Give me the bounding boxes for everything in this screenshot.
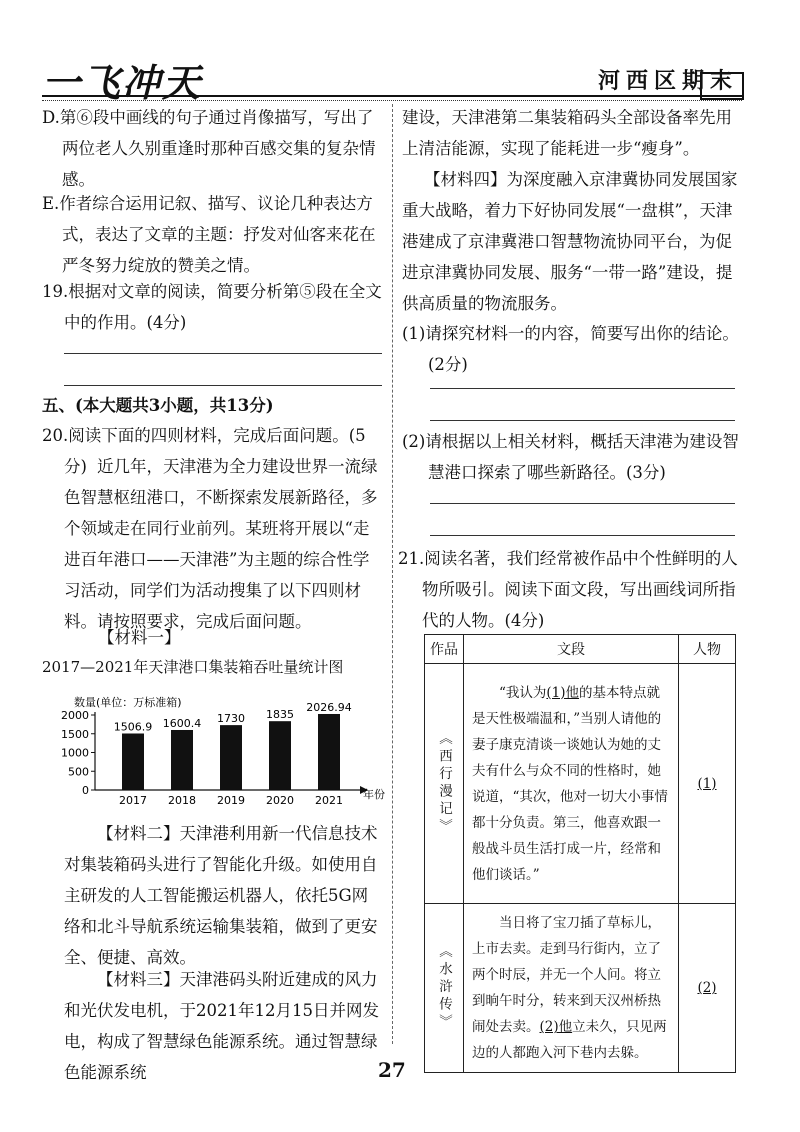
- subquestion-1: (1)请探究材料一的内容，简要写出你的结论。(2分): [402, 324, 739, 374]
- works-table: [424, 634, 736, 1073]
- material-one-label: 【材料一】: [98, 628, 181, 647]
- answer-line[interactable]: [430, 388, 735, 389]
- bar-value-label: 1506.9: [113, 720, 153, 734]
- answer-line[interactable]: [430, 503, 735, 504]
- underlined-reference: (2)他: [539, 1019, 573, 1035]
- column-divider: [392, 104, 393, 1044]
- bar-value-label: 1600.4: [162, 716, 202, 730]
- x-tick-label: 2019: [217, 794, 245, 807]
- table-row: [425, 904, 736, 1073]
- subquestion-2: (2)请根据以上相关材料，概括天津港为建设智慧港口探索了哪些新路径。(3分): [402, 432, 739, 482]
- material-three: 【材料三】天津港码头附近建成的风力和光伏发电机，于2021年12月15日并网发电，构成了智慧绿色能源系统。通过智慧绿色能源系统: [64, 970, 379, 1082]
- bar-2018: [171, 730, 193, 790]
- q20-intro: 近几年，天津港为全力建设世界一流绿色智慧枢纽港口，不断探索发展新路径，多个领域走在同行业前列。某班将开展以“走进百年港口——天津港”为主题的综合性学习活动，同学们为活动搜集了以下四则材料。请按照要求，完成后面问题。: [64, 457, 378, 631]
- passage-cell: [464, 664, 679, 904]
- brand-title: 一飞冲天: [42, 61, 203, 105]
- question-21: 21.阅读名著，我们经常被作品中个性鲜明的人物所吸引。阅读下面文段，写出画线词所指代的人物。(4分): [398, 549, 738, 630]
- header-rule-dotted: [42, 100, 742, 101]
- answer-line[interactable]: [430, 420, 735, 421]
- answer-line[interactable]: [430, 535, 735, 536]
- exam-label: 河西区期末: [598, 68, 739, 94]
- question-20: 20.阅读下面的四则材料，完成后面问题。(5分): [42, 426, 366, 476]
- bar-2020: [269, 721, 291, 790]
- work-title: 《水浒传》: [436, 944, 452, 1032]
- x-tick-label: 2020: [266, 794, 294, 807]
- table-header-passage: 文段: [464, 635, 679, 664]
- chart-ylabel: 数量(单位：万标准箱): [74, 696, 182, 709]
- bar-value-label: 1835: [266, 708, 294, 722]
- bar-value-label: 2026.94: [306, 700, 352, 714]
- section-five-heading: 五、(本大题共3小题，共13分): [42, 396, 274, 415]
- passage-text: 的基本特点就是天性极端温和，”当别人请他的妻子康克清谈一谈她认为她的丈夫有什么与众不同的性格时，她说道，“其次，他对一切大小事情都十分负责。第三，他喜欢跟一般战斗员生活打成一片，经常和他们谈话。”: [472, 684, 668, 883]
- y-tick-label: 1000: [61, 746, 89, 760]
- chart-svg: [40, 682, 390, 812]
- material-four: 【材料四】为深度融入京津冀协同发展国家重大战略，着力下好协同发展“一盘棋”，天津港建成了京津冀港口智慧物流协同平台，为促进京津冀协同发展、服务“一带一路”建设，提供高质量的物流服务。: [402, 170, 738, 313]
- page-number: 27: [378, 1058, 406, 1082]
- passage-text: 当日将了宝刀插了草标儿，上市去卖。走到马行街内，立了两个时辰，并无一个人问。将立到晌午时分，转来到天汉州桥热闹处去卖。: [472, 915, 661, 1035]
- bar-value-label: 1730: [217, 712, 245, 726]
- y-tick-label: 1500: [61, 727, 89, 741]
- underlined-reference: (1)他: [546, 684, 580, 701]
- chart-xlabel: 年份: [363, 788, 385, 801]
- answer-line[interactable]: [64, 353, 382, 354]
- x-tick-label: 2018: [168, 794, 196, 807]
- y-tick-label: 500: [68, 765, 89, 779]
- table-header-person: 人物: [679, 635, 736, 664]
- y-tick-label: 2000: [61, 709, 89, 722]
- person-answer-blank[interactable]: (2): [679, 904, 736, 1073]
- table-header-work: 作品: [425, 635, 464, 664]
- x-tick-label: 2017: [119, 794, 147, 807]
- person-answer-blank[interactable]: (1): [679, 664, 736, 904]
- y-tick-label: 0: [82, 784, 89, 797]
- answer-line[interactable]: [64, 385, 382, 386]
- bar-2017: [122, 733, 144, 790]
- passage-text: “我认为: [499, 684, 547, 701]
- option-e: E.作者综合运用记叙、描写、议论几种表达方式，表达了文章的主题：抒发对仙客来花在严冬努力绽放的赞美之情。: [42, 194, 376, 275]
- option-d: D.第⑥段中画线的句子通过肖像描写，写出了两位老人久别重逢时那种百感交集的复杂情感。: [42, 108, 376, 189]
- x-tick-label: 2021: [315, 794, 343, 807]
- bar-2019: [220, 725, 242, 790]
- material-two: 【材料二】天津港利用新一代信息技术对集装箱码头进行了智能化升级。如使用自主研发的人工智能搬运机器人，依托5G网络和北斗导航系统运输集装箱，做到了更安全、便捷、高效。: [64, 824, 378, 967]
- chart-title: 2017—2021年天津港口集装箱吞吐量统计图: [42, 658, 344, 676]
- bar-2021: [318, 714, 340, 790]
- passage-text: 立未久，只见两边的人都跑入河下巷内去躲。: [472, 1019, 667, 1061]
- table-row: [425, 664, 736, 904]
- header-rule: [42, 95, 742, 97]
- work-title: 《西行漫记》: [436, 731, 452, 836]
- question-19: 19.根据对文章的阅读，简要分析第⑤段在全文中的作用。(4分): [42, 282, 382, 332]
- passage-cell: [464, 904, 679, 1073]
- material-three-continued: 建设，天津港第二集装箱码头全部设备率先用上清洁能源，实现了能耗进一步“瘦身”。: [402, 108, 732, 158]
